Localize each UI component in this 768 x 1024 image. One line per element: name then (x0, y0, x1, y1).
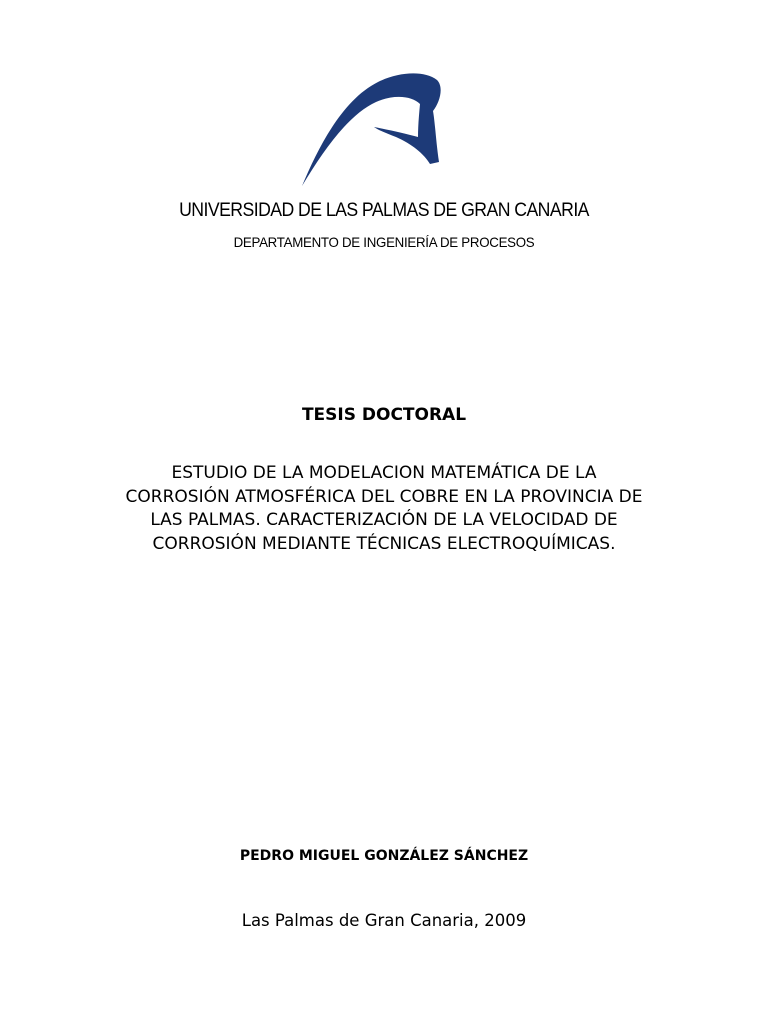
thesis-title-line-2: CORROSIÓN ATMOSFÉRICA DEL COBRE EN LA PROVINCIA DE (125, 486, 643, 507)
thesis-title-line-1: ESTUDIO DE LA MODELACION MATEMÁTICA DE LA (171, 463, 597, 483)
thesis-title-line-3: LAS PALMAS. CARACTERIZACIÓN DE LA VELOCIDAD DE (150, 510, 618, 530)
university-name: UNIVERSIDAD DE LAS PALMAS DE GRAN CANARIA (179, 200, 589, 221)
thesis-type-heading: TESIS DOCTORAL (301, 405, 467, 425)
author-name: PEDRO MIGUEL GONZÁLEZ SÁNCHEZ (239, 848, 529, 864)
university-wave-logo-icon (294, 70, 444, 188)
thesis-title-line-4: CORROSIÓN MEDIANTE TÉCNICAS ELECTROQUÍMICAS. (152, 533, 616, 554)
thesis-title (60, 462, 708, 556)
place-and-date: Las Palmas de Gran Canaria, 2009 (241, 911, 527, 930)
department-name: DEPARTAMENTO DE INGENIERÍA DE PROCESOS (233, 234, 535, 250)
